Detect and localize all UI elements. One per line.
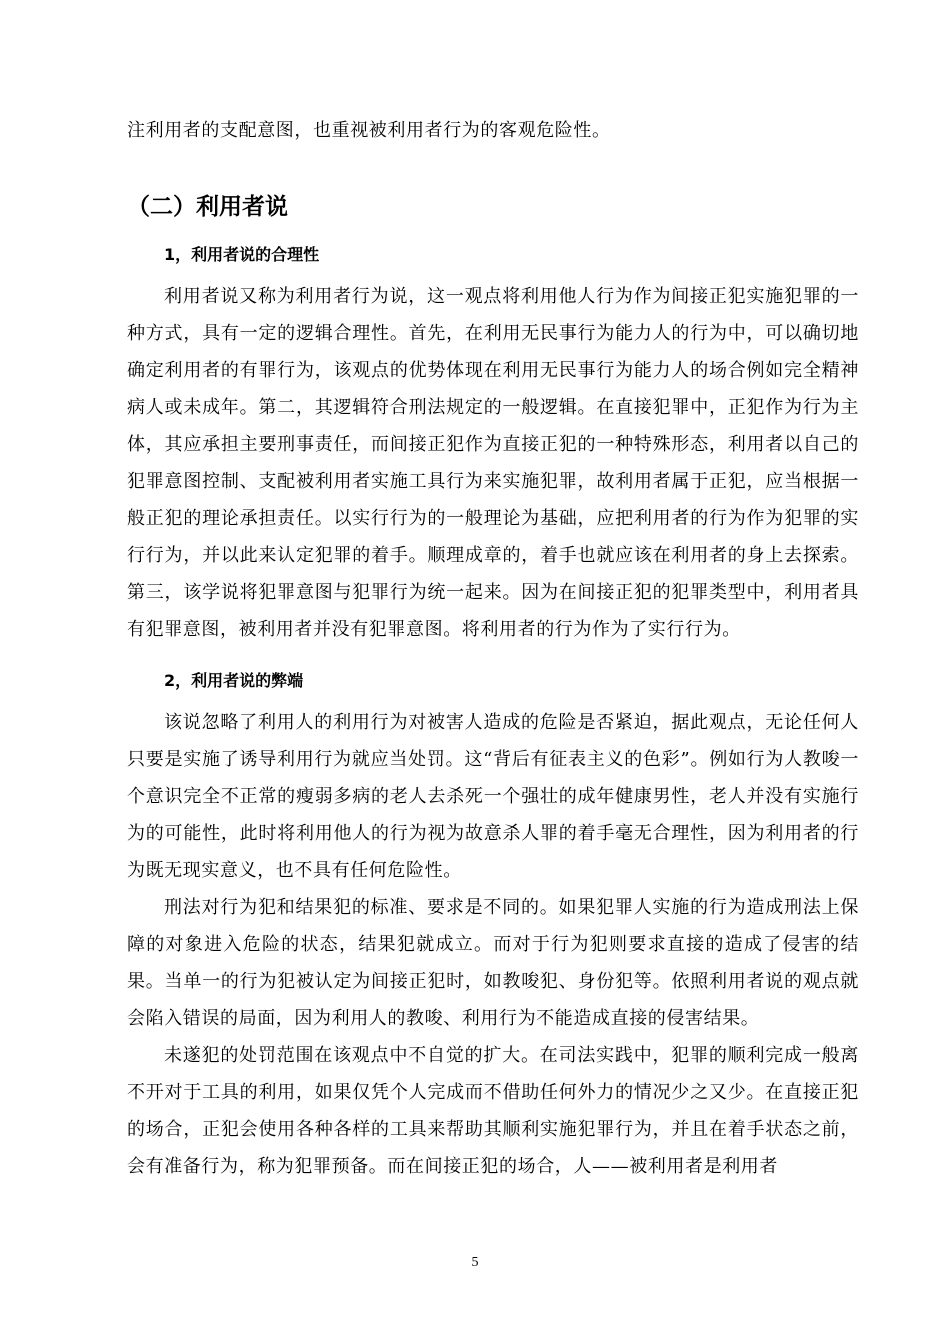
body-paragraph: 利用者说又称为利用者行为说，这一观点将利用他人行为作为间接正犯实施犯罪的一种方式，具有一定的逻辑合理性。首先，在利用无民事行为能力人的行为中，可以确切地确定利用者的有罪行为，该观点的优势体现在利用无民事行为能力人的场合例如完全精神病人或未成年。第二，其逻辑符合刑法规定的一般逻辑。在直接犯罪中，正犯作为行为主体，其应承担主要刑事责任，而间接正犯作为直接正犯的一种特殊形态，利用者以自己的犯罪意图控制、支配被利用者实施工具行为来实施犯罪，故利用者属于正犯，应当根据一般正犯的理论承担责任。以实行行为的一般理论为基础，应把利用者的行为作为犯罪的实行行为，并以此来认定犯罪的着手。顺理成章的，着手也就应该在利用者的身上去探索。第三，该学说将犯罪意图与犯罪行为统一起来。因为在间接正犯的犯罪类型中，利用者具有犯罪意图，被利用者并没有犯罪意图。将利用者的行为作为了实行行为。 — [127, 286, 859, 640]
page-body — [127, 112, 859, 1185]
subsection-heading-2: 2，利用者说的弊端 — [164, 671, 304, 690]
subsection-heading-1: 1，利用者说的合理性 — [164, 245, 320, 264]
body-paragraph: 刑法对行为犯和结果犯的标准、要求是不同的。如果犯罪人实施的行为造成刑法上保障的对象进入危险的状态，结果犯就成立。而对于行为犯则要求直接的造成了侵害的结果。当单一的行为犯被认定为间接正犯时，如教唆犯、身份犯等。依照利用者说的观点就会陷入错误的局面，因为利用人的教唆、利用行为不能造成直接的侵害结果。 — [127, 897, 859, 1029]
body-paragraph: 该说忽略了利用人的利用行为对被害人造成的危险是否紧迫，据此观点，无论任何人只要是实施了诱导利用行为就应当处罚。这“背后有征表主义的色彩”。例如行为人教唆一个意识完全不正常的瘦弱多病的老人去杀死一个强壮的成年健康男性，老人并没有实施行为的可能性，此时将利用他人的行为视为故意杀人罪的着手毫无合理性，因为利用者的行为既无现实意义，也不具有任何危险性。 — [127, 712, 859, 881]
opening-paragraph: 注利用者的支配意图，也重视被利用者行为的客观危险性。 — [127, 120, 611, 141]
page-number: 5 — [471, 1255, 479, 1270]
body-paragraph: 未遂犯的处罚范围在该观点中不自觉的扩大。在司法实践中，犯罪的顺利完成一般离不开对于工具的利用，如果仅凭个人完成而不借助任何外力的情况少之又少。在直接正犯的场合，正犯会使用各种各样的工具来帮助其顺利实施犯罪行为，并且在着手状态之前，会有准备行为，称为犯罪预备。而在间接正犯的场合，人——被利用者是利用者 — [127, 1045, 859, 1177]
section-heading: （二）利用者说 — [127, 194, 288, 220]
